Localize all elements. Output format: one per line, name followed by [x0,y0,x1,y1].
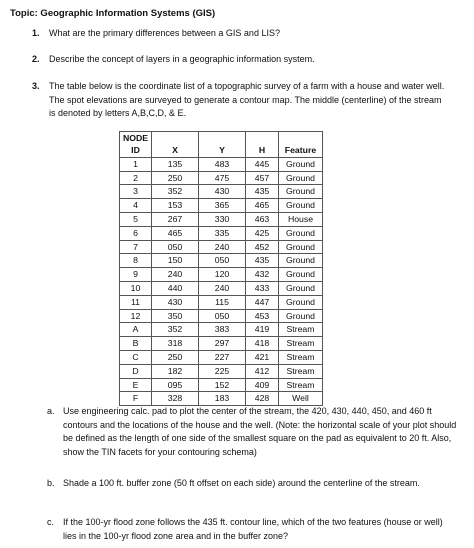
header-node-id [120,132,152,158]
cell-feature: House [279,212,323,226]
cell-y: 335 [199,226,246,240]
question-text: The table below is the coordinate list of a topographic survey of a farm with a house and water well. The spot elevations are surveyed to generate a contour map. The middle (centerline) of the stream is denoted by letters A,B,C,D, & E. [49,81,445,118]
cell-x: 050 [152,240,199,254]
cell-feature: Ground [279,226,323,240]
cell-node-id: 11 [120,295,152,309]
header-x-spacer [152,132,199,145]
cell-x: 135 [152,157,199,171]
cell-y: 225 [199,364,246,378]
cell-h: 433 [246,281,279,295]
cell-h: 435 [246,254,279,268]
cell-feature: Ground [279,185,323,199]
header-x: X [152,144,199,157]
cell-feature: Ground [279,281,323,295]
cell-feature: Ground [279,171,323,185]
cell-x: 250 [152,171,199,185]
cell-node-id: 4 [120,199,152,213]
question-number: 1. [32,28,40,38]
table-row [120,323,323,337]
cell-node-id: 10 [120,281,152,295]
header-node-line2: ID [131,145,140,156]
cell-h: 419 [246,323,279,337]
cell-node-id: 8 [120,254,152,268]
cell-x: 430 [152,295,199,309]
cell-x: 328 [152,392,199,406]
subquestion-letter: c. [47,517,55,527]
table-row [120,171,323,185]
table-row [120,295,323,309]
question-text: Describe the concept of layers in a geographic information system. [49,54,315,64]
cell-feature: Ground [279,254,323,268]
cell-node-id: 6 [120,226,152,240]
cell-feature: Ground [279,268,323,282]
cell-x: 352 [152,323,199,337]
header-h-spacer [246,132,279,145]
cell-x: 352 [152,185,199,199]
cell-y: 050 [199,254,246,268]
cell-y: 120 [199,268,246,282]
topic-heading: Topic: Geographic Information Systems (GIS) [10,8,216,19]
cell-h: 447 [246,295,279,309]
cell-h: 452 [246,240,279,254]
subquestion-letter: b. [47,478,55,488]
table-row [120,199,323,213]
cell-x: 250 [152,350,199,364]
cell-h: 409 [246,378,279,392]
subquestion-text: If the 100-yr flood zone follows the 435 ft. contour line, which of the two features (house or well) lies in the 100-yr flood zone area and in the buffer zone? [63,517,443,541]
header-y-spacer [199,132,246,145]
cell-x: 267 [152,212,199,226]
cell-x: 095 [152,378,199,392]
cell-y: 483 [199,157,246,171]
table-row [120,392,323,406]
table-row [120,185,323,199]
cell-node-id: C [120,350,152,364]
subquestion-text: Shade a 100 ft. buffer zone (50 ft offset on each side) around the centerline of the stream. [63,478,420,488]
table-row [120,337,323,351]
cell-feature: Stream [279,378,323,392]
cell-feature: Stream [279,337,323,351]
cell-feature: Stream [279,364,323,378]
cell-node-id: 5 [120,212,152,226]
subquestion-text: Use engineering calc. pad to plot the center of the stream, the 420, 430, 440, 450, and 460 ft contours and the locations of the house and the well. (Note: the horizontal scale of your plot should be defined as the length of one side of the smallest square on the pad as equivalent to 20 ft. Also, show the TIN facets for your contouring schema) [63,406,457,457]
cell-y: 330 [199,212,246,226]
header-node-line1: NODE [122,133,149,144]
cell-x: 153 [152,199,199,213]
header-h: H [246,144,279,157]
cell-h: 412 [246,364,279,378]
table-row [120,268,323,282]
subquestion-letter: a. [47,406,55,416]
cell-h: 435 [246,185,279,199]
header-y: Y [199,144,246,157]
cell-node-id: A [120,323,152,337]
cell-x: 350 [152,309,199,323]
cell-h: 432 [246,268,279,282]
cell-y: 365 [199,199,246,213]
cell-y: 152 [199,378,246,392]
cell-feature: Well [279,392,323,406]
table-row [120,157,323,171]
cell-y: 183 [199,392,246,406]
table-row [120,309,323,323]
cell-node-id: 9 [120,268,152,282]
cell-h: 445 [246,157,279,171]
table-row [120,350,323,364]
cell-feature: Ground [279,295,323,309]
cell-y: 297 [199,337,246,351]
cell-y: 115 [199,295,246,309]
cell-x: 440 [152,281,199,295]
cell-feature: Stream [279,350,323,364]
table-row [120,226,323,240]
cell-h: 463 [246,212,279,226]
table-row [120,240,323,254]
cell-node-id: F [120,392,152,406]
cell-feature: Ground [279,157,323,171]
table-row [120,281,323,295]
header-feature-spacer [279,132,323,145]
cell-node-id: 7 [120,240,152,254]
survey-coordinate-table [119,131,323,406]
cell-h: 465 [246,199,279,213]
table-row [120,364,323,378]
table-header-row [120,132,323,145]
cell-node-id: E [120,378,152,392]
question-number: 3. [32,81,40,91]
cell-h: 418 [246,337,279,351]
cell-y: 383 [199,323,246,337]
cell-h: 425 [246,226,279,240]
cell-x: 182 [152,364,199,378]
question-number: 2. [32,54,40,64]
cell-feature: Ground [279,199,323,213]
cell-y: 227 [199,350,246,364]
cell-feature: Ground [279,240,323,254]
cell-y: 240 [199,281,246,295]
cell-node-id: D [120,364,152,378]
cell-y: 240 [199,240,246,254]
table-row [120,212,323,226]
cell-h: 453 [246,309,279,323]
table-row [120,378,323,392]
cell-feature: Ground [279,309,323,323]
cell-node-id: 12 [120,309,152,323]
cell-h: 457 [246,171,279,185]
cell-x: 465 [152,226,199,240]
cell-node-id: 1 [120,157,152,171]
cell-x: 318 [152,337,199,351]
table-body [120,157,323,405]
cell-node-id: 2 [120,171,152,185]
cell-h: 428 [246,392,279,406]
cell-y: 475 [199,171,246,185]
cell-node-id: 3 [120,185,152,199]
question-text: What are the primary differences between a GIS and LIS? [49,28,280,38]
cell-y: 050 [199,309,246,323]
cell-y: 430 [199,185,246,199]
header-feature: Feature [279,144,323,157]
cell-x: 150 [152,254,199,268]
cell-x: 240 [152,268,199,282]
cell-h: 421 [246,350,279,364]
cell-node-id: B [120,337,152,351]
cell-feature: Stream [279,323,323,337]
table-row [120,254,323,268]
